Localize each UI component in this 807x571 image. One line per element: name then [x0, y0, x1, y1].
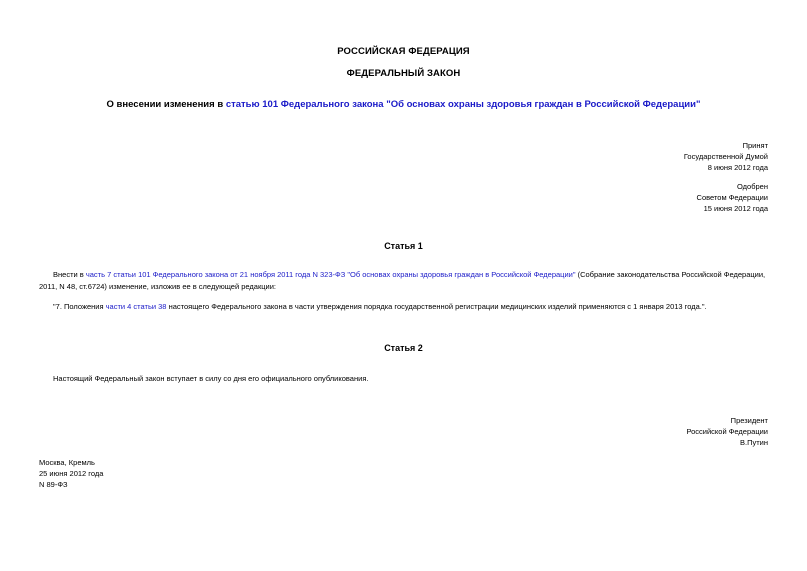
approved-line-2: Советом Федерации: [696, 193, 768, 202]
law-type-heading: ФЕДЕРАЛЬНЫЙ ЗАКОН: [346, 68, 461, 79]
article-2-heading: Статья 2: [384, 343, 423, 353]
title-prefix: О внесении изменения в: [106, 99, 226, 110]
signature-line-2: Российской Федерации: [686, 427, 768, 436]
approved-line-3: 15 июня 2012 года: [703, 204, 768, 213]
article-1-p1-suffix: (Собрание законодательства Российской Федерации, 2011, N 48, ст.6724) изменение, изложив ее в следующей редакции:: [39, 270, 766, 291]
place-line-2: 25 июня 2012 года: [39, 469, 104, 478]
article-1-paragraph-2: [39, 301, 769, 313]
article-1-heading: Статья 1: [384, 241, 423, 251]
article-1-p1-link[interactable]: часть 7 статьи 101 Федерального закона от 21 ноября 2011 года N 323-ФЗ "Об основах охраны здоровья граждан в Российской Федерации": [85, 270, 576, 279]
country-heading: РОССИЙСКАЯ ФЕДЕРАЦИЯ: [337, 46, 470, 57]
place-line-3: N 89-ФЗ: [39, 480, 68, 489]
article-1-p1-prefix: Внести в: [53, 270, 86, 279]
signature-line-1: Президент: [730, 416, 768, 425]
adopted-line-3: 8 июня 2012 года: [707, 163, 768, 172]
article-1-paragraph-1: [39, 269, 769, 293]
article-1-p2-prefix: "7. Положения: [53, 302, 106, 311]
adopted-block: [684, 140, 768, 173]
adopted-line-1: Принят: [742, 141, 768, 150]
article-1-p2-link[interactable]: части 4 статьи 38: [105, 302, 167, 311]
document-title: [0, 99, 807, 110]
approved-block: [697, 181, 768, 214]
adopted-line-2: Государственной Думой: [683, 152, 768, 161]
place-line-1: Москва, Кремль: [39, 458, 95, 467]
title-law-link[interactable]: статью 101 Федерального закона "Об основах охраны здоровья граждан в Российской Федерации": [225, 99, 701, 110]
signature-block: [686, 415, 768, 448]
article-2-paragraph: Настоящий Федеральный закон вступает в силу со дня его официального опубликования.: [53, 374, 369, 383]
signature-line-3: В.Путин: [740, 438, 768, 447]
place-date-block: [39, 457, 103, 490]
article-1-p2-suffix: настоящего Федерального закона в части утверждения порядка государственной регистрации медицинских изделий применяются с 1 января 2013 года.".: [166, 302, 707, 311]
approved-line-1: Одобрен: [737, 182, 768, 191]
